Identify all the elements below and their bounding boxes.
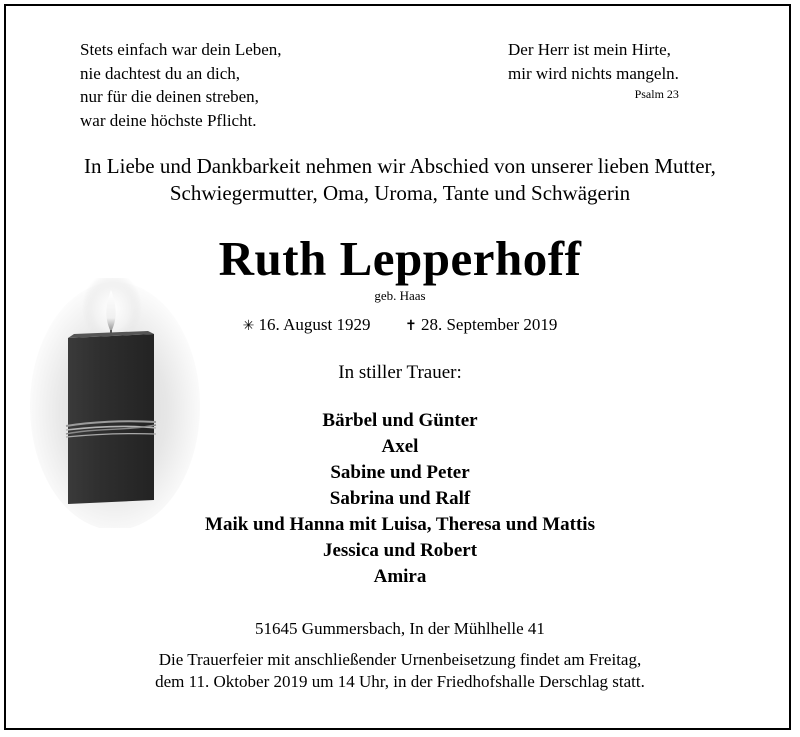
service-line: dem 11. Oktober 2019 um 14 Uhr, in der Friedhofshalle Derschlag statt. — [155, 672, 645, 691]
family-member: Amira — [373, 566, 427, 587]
family-list — [0, 408, 800, 590]
poem-line: war deine höchste Pflicht. — [80, 110, 257, 130]
intro-line: Schwiegermutter, Oma, Uroma, Tante und Schwägerin — [169, 181, 631, 205]
deceased-name: Ruth Lepperhoff — [218, 231, 582, 286]
poem-line: nur für die deinen streben, — [80, 87, 259, 106]
intro-text — [0, 153, 800, 207]
life-dates — [0, 314, 800, 337]
family-member: Sabrina und Ralf — [329, 488, 471, 509]
birth-date: 16. August 1929 — [258, 315, 371, 334]
family-member: Bärbel und Günter — [322, 410, 478, 431]
birth-star-icon: ✳ — [242, 318, 255, 334]
poem-line: Stets einfach war dein Leben, — [80, 40, 282, 59]
psalm-reference: Psalm 23 — [634, 87, 679, 101]
intro-line: In Liebe und Dankbarkeit nehmen wir Abschied von unserer lieben Mutter, — [84, 154, 716, 178]
death-date: 28. September 2019 — [420, 315, 558, 334]
family-member: Jessica und Robert — [322, 540, 478, 561]
service-line: Die Trauerfeier mit anschließender Urnenbeisetzung findet am Freitag, — [158, 650, 642, 669]
family-member: Sabine und Peter — [330, 462, 470, 483]
address: 51645 Gummersbach, In der Mühlhelle 41 — [255, 619, 545, 638]
birth-name: geb. Haas — [374, 288, 426, 303]
poem-right — [508, 38, 679, 102]
poem-line: nie dachtest du an dich, — [80, 63, 241, 83]
death-cross-icon: ✝ — [404, 318, 417, 334]
poem-line: mir wird nichts mangeln. — [508, 63, 679, 83]
family-member: Axel — [381, 436, 419, 457]
poem-line: Der Herr ist mein Hirte, — [508, 40, 671, 59]
service-info — [0, 649, 800, 693]
poem-left — [80, 38, 282, 132]
family-member: Maik und Hanna mit Luisa, Theresa und Mattis — [205, 514, 595, 535]
mourning-line: In stiller Trauer: — [338, 362, 462, 383]
